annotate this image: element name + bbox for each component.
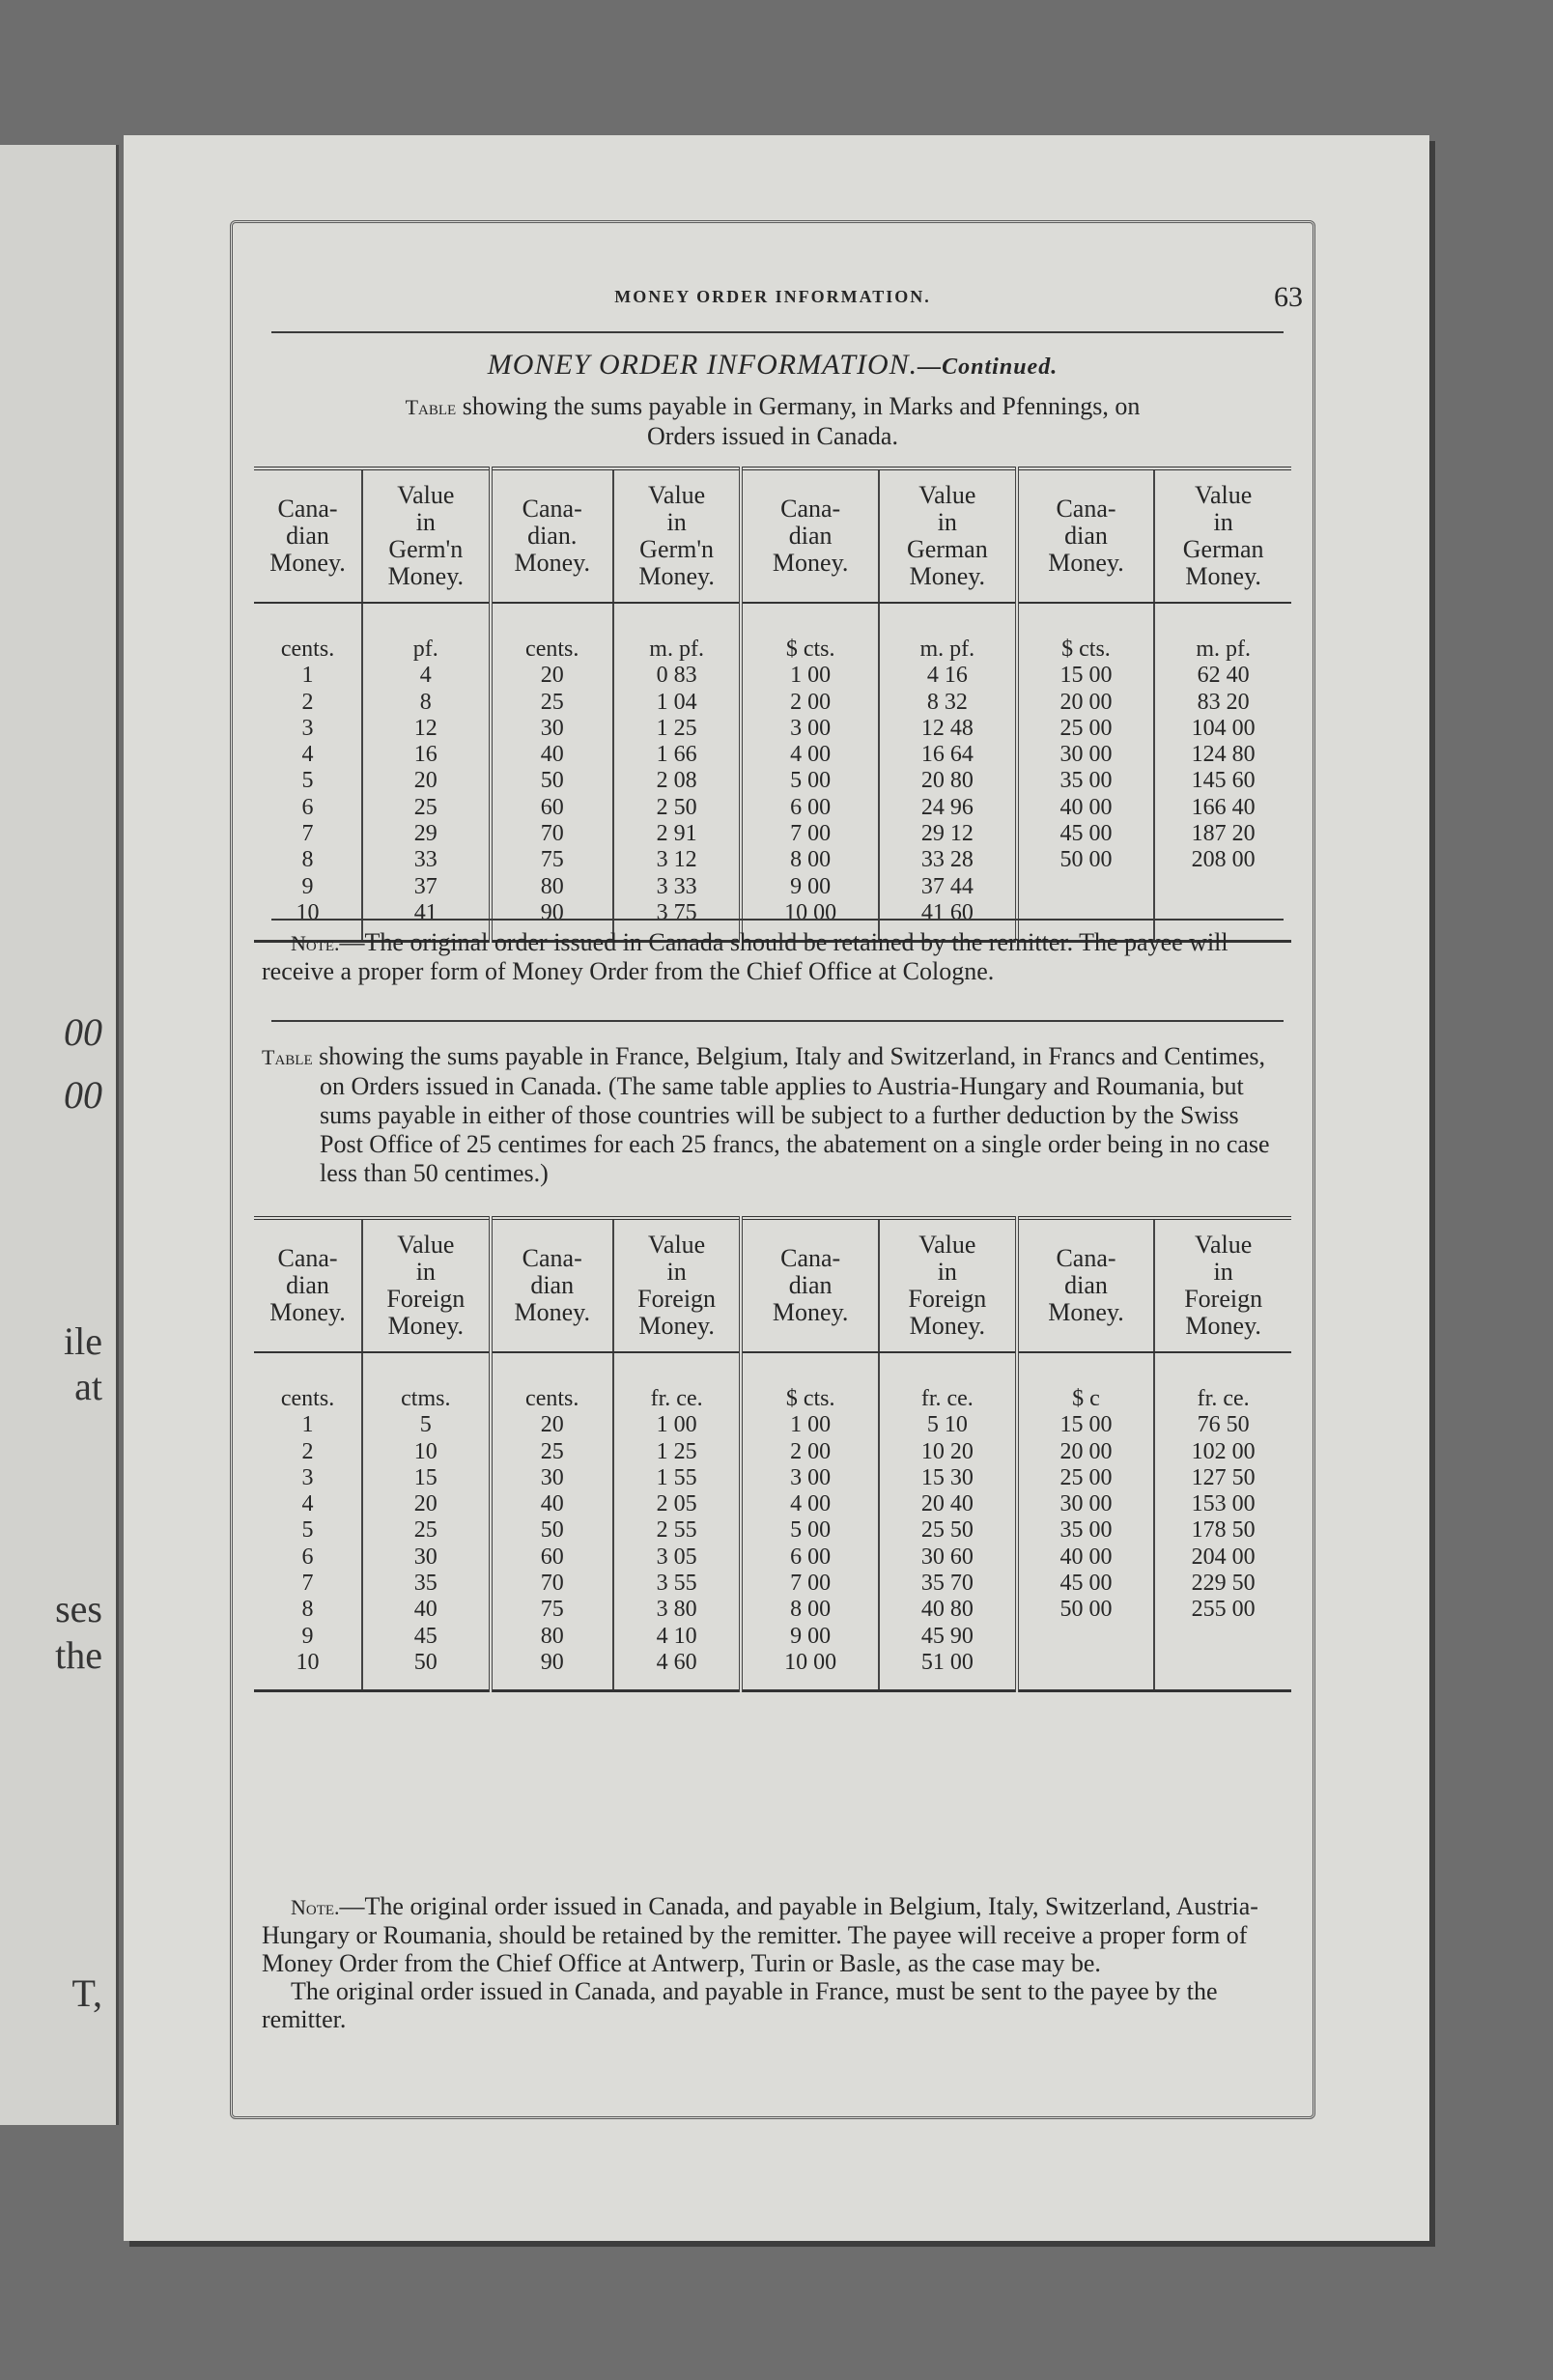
table-cell: 2 55 bbox=[656, 1517, 697, 1544]
table-cell: 7 00 bbox=[790, 1571, 832, 1597]
unit-label: cents. bbox=[280, 1386, 335, 1411]
table-cell: 8 32 bbox=[926, 689, 968, 715]
table-cell: 1 bbox=[301, 663, 314, 689]
column-header-line: in bbox=[937, 1258, 957, 1286]
table-cell: 9 bbox=[301, 1623, 314, 1649]
table-cell: 50 bbox=[540, 1517, 564, 1544]
section-title bbox=[233, 349, 1313, 382]
germany-note bbox=[262, 928, 1284, 985]
table-cell: 30 00 bbox=[1059, 742, 1113, 768]
table-cell: 4 bbox=[301, 1491, 314, 1517]
caption-lead: Table bbox=[262, 1045, 313, 1069]
column-header bbox=[879, 1218, 1017, 1352]
column-header-line: Value bbox=[648, 481, 706, 509]
table-cell: 41 bbox=[413, 899, 438, 925]
table-cell: 15 00 bbox=[1059, 1412, 1113, 1438]
table-cell: 30 00 bbox=[1059, 1491, 1113, 1517]
column-header bbox=[1017, 1218, 1155, 1352]
column-header-line: dian bbox=[286, 522, 329, 550]
table-column bbox=[1154, 1352, 1291, 1691]
table-cell: 7 00 bbox=[790, 821, 832, 847]
table-cell: 127 50 bbox=[1191, 1464, 1256, 1490]
table-cell: 25 00 bbox=[1059, 715, 1113, 741]
table-cell: 50 bbox=[413, 1649, 438, 1675]
table-cell: 5 10 bbox=[926, 1412, 968, 1438]
table-cell: 80 bbox=[540, 1623, 564, 1649]
table-cell: 124 80 bbox=[1191, 742, 1256, 768]
column-header-line: German bbox=[906, 535, 988, 563]
table-column bbox=[1154, 603, 1291, 942]
table-cell: 2 50 bbox=[656, 794, 697, 820]
table-cell: 3 bbox=[301, 1464, 314, 1490]
table-cell: 35 70 bbox=[920, 1571, 974, 1597]
table-cell: 2 bbox=[301, 689, 314, 715]
table-cell: 1 25 bbox=[656, 715, 697, 741]
unit-label: m. pf. bbox=[649, 637, 704, 662]
caption-line: Orders issued in Canada. bbox=[647, 422, 898, 450]
unit-label: m. pf. bbox=[919, 637, 975, 662]
table-cell: 40 80 bbox=[920, 1597, 974, 1623]
table-cell: 3 75 bbox=[656, 899, 697, 925]
column-header-line: dian bbox=[286, 1271, 329, 1299]
table-cell: 20 00 bbox=[1059, 689, 1113, 715]
column-header-line: Cana- bbox=[277, 495, 338, 523]
table-cell: 2 05 bbox=[656, 1491, 697, 1517]
column-header-line: Money. bbox=[909, 1312, 986, 1340]
table-cell: 37 bbox=[413, 873, 438, 899]
table-cell: 208 00 bbox=[1191, 847, 1256, 873]
table-column bbox=[491, 1352, 613, 1691]
table-cell: 145 60 bbox=[1191, 768, 1256, 794]
column-header-line: Cana- bbox=[1056, 495, 1116, 523]
unit-label: cents. bbox=[525, 637, 579, 662]
table-cell: 5 bbox=[419, 1412, 432, 1438]
table-cell: 0 83 bbox=[656, 663, 697, 689]
table-cell: 3 bbox=[301, 715, 314, 741]
table-cell: 6 00 bbox=[790, 1544, 832, 1570]
column-header-line: in bbox=[1213, 508, 1233, 536]
column-header-line: in bbox=[937, 508, 957, 536]
france-money-table bbox=[254, 1216, 1291, 1692]
table-body-row bbox=[254, 603, 1291, 942]
column-header-line: Money. bbox=[387, 1312, 465, 1340]
column-header-line: Money. bbox=[772, 549, 849, 577]
note-lead: Note. bbox=[291, 1895, 340, 1919]
unit-label: m. pf. bbox=[1196, 637, 1251, 662]
caption-lead: Table bbox=[405, 395, 457, 419]
table-cell: 10 00 bbox=[784, 899, 837, 925]
table-cell: 1 bbox=[301, 1412, 314, 1438]
column-header-line: Value bbox=[397, 1231, 455, 1259]
column-header-line: Cana- bbox=[522, 1244, 582, 1272]
table-column bbox=[254, 603, 362, 942]
column-header-line: Cana- bbox=[780, 495, 841, 523]
column-header-line: Value bbox=[397, 481, 455, 509]
table-cell: 1 55 bbox=[656, 1464, 697, 1490]
table-cell: 3 80 bbox=[656, 1597, 697, 1623]
column-header-line: Money. bbox=[1048, 1298, 1124, 1326]
note-text: —The original order issued in Canada should be retained by the remitter. The payee will receive a proper form of Money Order from the Chief Office at Cologne. bbox=[262, 928, 1228, 985]
table-cell: 4 bbox=[301, 742, 314, 768]
table-cell: 33 bbox=[413, 847, 438, 873]
table-cell: 25 bbox=[540, 1438, 564, 1464]
unit-label: fr. ce. bbox=[920, 1386, 974, 1411]
column-header-line: dian bbox=[788, 522, 833, 550]
table-cell: 1 00 bbox=[656, 1412, 697, 1438]
table-cell: 3 00 bbox=[790, 1464, 832, 1490]
table-cell: 3 00 bbox=[790, 715, 832, 741]
table-cell: 255 00 bbox=[1191, 1597, 1256, 1623]
table-column bbox=[362, 1352, 490, 1691]
table-cell: 35 00 bbox=[1059, 1517, 1113, 1544]
table-cell: 20 bbox=[413, 1491, 438, 1517]
table-cell: 10 00 bbox=[784, 1649, 837, 1675]
caption-text: showing the sums payable in France, Belgium, Italy and Switzerland, in Francs and Centimes, on Orders issued in Canada. (The same table applies to Austria-Hungary and Roumania, but sums payable in either of those countries will be subject to a further deduction by the Swiss Post Office of 25 centimes for each 25 francs, the abatement on a single order being in no case less than 50 centimes.) bbox=[319, 1042, 1270, 1187]
table-cell: 178 50 bbox=[1191, 1517, 1256, 1544]
table-cell: 40 bbox=[413, 1597, 438, 1623]
table-cell: 40 bbox=[540, 742, 564, 768]
table-cell: 20 bbox=[540, 1412, 564, 1438]
unit-label: $ cts. bbox=[1061, 637, 1111, 662]
table-cell: 29 12 bbox=[920, 821, 974, 847]
table-cell: 90 bbox=[540, 1649, 564, 1675]
column-header-line: Cana- bbox=[522, 495, 582, 523]
facing-page-fragment: the bbox=[55, 1633, 102, 1677]
table-cell: 51 00 bbox=[920, 1649, 974, 1675]
table-cell: 5 00 bbox=[790, 1517, 832, 1544]
table-cell: 20 40 bbox=[920, 1491, 974, 1517]
table-column bbox=[362, 603, 490, 942]
france-table-caption bbox=[262, 1042, 1284, 1188]
table-cell: 12 48 bbox=[920, 715, 974, 741]
table-cell: 6 bbox=[301, 794, 314, 820]
table-column bbox=[1017, 1352, 1155, 1691]
column-header bbox=[1017, 468, 1155, 603]
column-header bbox=[362, 1218, 490, 1352]
column-header-line: German bbox=[1182, 535, 1264, 563]
table-cell: 187 20 bbox=[1191, 821, 1256, 847]
table-cell: 9 00 bbox=[790, 1623, 832, 1649]
unit-label: fr. ce. bbox=[1197, 1386, 1250, 1411]
unit-label: cents. bbox=[280, 637, 335, 662]
book-page bbox=[124, 135, 1429, 2241]
table-cell: 62 40 bbox=[1197, 663, 1250, 689]
column-header-line: in bbox=[415, 1258, 436, 1286]
table-cell: 5 bbox=[301, 1517, 314, 1544]
column-header-line: Money. bbox=[909, 562, 986, 590]
table-cell: 75 bbox=[540, 1597, 564, 1623]
note-text-2: The original order issued in Canada, and payable in France, must be sent to the payee by the remitter. bbox=[262, 1977, 1218, 2033]
table-cell: 2 91 bbox=[656, 821, 697, 847]
column-header-line: Value bbox=[918, 481, 976, 509]
column-header-line: Cana- bbox=[1056, 1244, 1116, 1272]
table-header-row bbox=[254, 1218, 1291, 1352]
column-header-line: Value bbox=[1195, 481, 1253, 509]
column-header-line: Foreign bbox=[637, 1285, 717, 1313]
table-cell: 8 00 bbox=[790, 1597, 832, 1623]
column-header bbox=[613, 1218, 741, 1352]
table-cell: 4 10 bbox=[656, 1623, 697, 1649]
table-cell: 8 bbox=[301, 1597, 314, 1623]
table-header-row bbox=[254, 468, 1291, 603]
column-header-line: Money. bbox=[772, 1298, 849, 1326]
facing-page-fragment: 00 bbox=[64, 1010, 102, 1054]
column-header-line: Money. bbox=[387, 562, 465, 590]
page-number: 63 bbox=[1274, 281, 1303, 313]
head-rule bbox=[271, 331, 1284, 333]
table-column bbox=[254, 1352, 362, 1691]
table-cell: 2 00 bbox=[790, 689, 832, 715]
facing-page-edge bbox=[0, 145, 119, 2125]
table-cell: 204 00 bbox=[1191, 1544, 1256, 1570]
unit-label: fr. ce. bbox=[650, 1386, 703, 1411]
table-cell: 60 bbox=[540, 1544, 564, 1570]
table-cell: 70 bbox=[540, 821, 564, 847]
table-cell: 5 00 bbox=[790, 768, 832, 794]
table-cell: 1 00 bbox=[790, 1412, 832, 1438]
table-cell: 40 bbox=[540, 1491, 564, 1517]
table-cell: 30 60 bbox=[920, 1544, 974, 1570]
table-cell: 25 bbox=[413, 794, 438, 820]
column-header-line: Money. bbox=[514, 549, 590, 577]
column-header-line: Money. bbox=[638, 1312, 715, 1340]
column-header bbox=[741, 1218, 879, 1352]
column-header bbox=[1154, 1218, 1291, 1352]
table-cell: 4 16 bbox=[926, 663, 968, 689]
table-cell: 30 bbox=[540, 1464, 564, 1490]
table-cell: 20 80 bbox=[920, 768, 974, 794]
table-cell: 166 40 bbox=[1191, 794, 1256, 820]
table-cell: 20 bbox=[413, 768, 438, 794]
germany-money-table bbox=[254, 467, 1291, 943]
table-cell: 45 90 bbox=[920, 1623, 974, 1649]
table-cell: 1 66 bbox=[656, 742, 697, 768]
table-cell: 25 00 bbox=[1059, 1464, 1113, 1490]
note-text: —The original order issued in Canada, and payable in Belgium, Italy, Switzerland, Austria-Hungary or Roumania, should be retained by the remitter. The payee will receive a proper form of Money Order from the Chief Office at Antwerp, Turin or Basle, as the case may be. bbox=[262, 1892, 1258, 1977]
table-cell: 2 bbox=[301, 1438, 314, 1464]
table-cell: 90 bbox=[540, 899, 564, 925]
table-cell: 8 bbox=[301, 847, 314, 873]
table-cell: 12 bbox=[413, 715, 438, 741]
table-cell: 1 25 bbox=[656, 1438, 697, 1464]
table-cell: 1 04 bbox=[656, 689, 697, 715]
section-title-text: MONEY ORDER INFORMATION. bbox=[487, 349, 918, 381]
table-cell: 104 00 bbox=[1191, 715, 1256, 741]
unit-label: cents. bbox=[525, 1386, 579, 1411]
unit-label: pf. bbox=[412, 637, 438, 662]
facing-page-fragment: at bbox=[74, 1365, 102, 1408]
table-cell: 10 bbox=[296, 1649, 320, 1675]
column-header-line: Germ'n bbox=[639, 535, 715, 563]
table-cell: 3 12 bbox=[656, 847, 697, 873]
note-lead: Note. bbox=[291, 931, 340, 955]
table-cell: 4 bbox=[419, 663, 432, 689]
table-cell: 15 30 bbox=[920, 1464, 974, 1490]
column-header-line: Money. bbox=[269, 549, 346, 577]
column-header bbox=[491, 468, 613, 603]
column-header-line: in bbox=[1213, 1258, 1233, 1286]
column-header-line: Value bbox=[648, 1231, 706, 1259]
section-continued: —Continued. bbox=[918, 354, 1059, 380]
column-header-line: dian bbox=[530, 1271, 575, 1299]
table-cell: 75 bbox=[540, 847, 564, 873]
table-cell: 16 64 bbox=[920, 742, 974, 768]
unit-label: $ cts. bbox=[785, 1386, 835, 1411]
section-rule bbox=[271, 1020, 1284, 1022]
table-cell: 4 00 bbox=[790, 1491, 832, 1517]
table-cell: 35 00 bbox=[1059, 768, 1113, 794]
table-cell: 10 20 bbox=[920, 1438, 974, 1464]
column-header-line: Cana- bbox=[780, 1244, 841, 1272]
table-cell: 9 00 bbox=[790, 873, 832, 899]
column-header-line: Cana- bbox=[277, 1244, 338, 1272]
table-cell: 153 00 bbox=[1191, 1491, 1256, 1517]
note-rule bbox=[271, 919, 1284, 921]
table-cell: 80 bbox=[540, 873, 564, 899]
column-header-line: dian bbox=[788, 1271, 833, 1299]
column-header bbox=[254, 468, 362, 603]
table-cell: 76 50 bbox=[1197, 1412, 1250, 1438]
column-header bbox=[879, 468, 1017, 603]
facing-page-fragment: 00 bbox=[64, 1073, 102, 1117]
column-header-line: Money. bbox=[1185, 562, 1261, 590]
table-cell: 30 bbox=[413, 1544, 438, 1570]
table-column bbox=[613, 603, 741, 942]
table-cell: 4 00 bbox=[790, 742, 832, 768]
table-cell: 50 bbox=[540, 768, 564, 794]
table-cell: 30 bbox=[540, 715, 564, 741]
table-cell: 60 bbox=[540, 794, 564, 820]
table-cell: 8 bbox=[419, 689, 432, 715]
caption-line: showing the sums payable in Germany, in Marks and Pfennings, on bbox=[462, 392, 1141, 420]
column-header-line: in bbox=[415, 508, 436, 536]
table-column bbox=[613, 1352, 741, 1691]
table-cell: 10 bbox=[413, 1438, 438, 1464]
column-header-line: in bbox=[666, 1258, 687, 1286]
table-cell: 20 bbox=[540, 663, 564, 689]
table-cell: 25 bbox=[413, 1517, 438, 1544]
table-cell: 3 55 bbox=[656, 1571, 697, 1597]
table-cell: 9 bbox=[301, 873, 314, 899]
running-title: MONEY ORDER INFORMATION. bbox=[614, 287, 931, 306]
table-cell: 6 bbox=[301, 1544, 314, 1570]
column-header bbox=[1154, 468, 1291, 603]
unit-label: $ c bbox=[1072, 1386, 1100, 1411]
column-header-line: Money. bbox=[514, 1298, 590, 1326]
table-cell: 45 00 bbox=[1059, 1571, 1113, 1597]
column-header bbox=[741, 468, 879, 603]
table-cell: 20 00 bbox=[1059, 1438, 1113, 1464]
running-head bbox=[233, 281, 1313, 320]
table-cell: 5 bbox=[301, 768, 314, 794]
column-header-line: dian. bbox=[527, 522, 578, 550]
column-header-line: Money. bbox=[269, 1298, 346, 1326]
unit-label: ctms. bbox=[401, 1386, 451, 1411]
table-cell: 15 00 bbox=[1059, 663, 1113, 689]
table-cell: 83 20 bbox=[1197, 689, 1250, 715]
table-cell: 40 00 bbox=[1059, 794, 1113, 820]
germany-table-caption bbox=[262, 392, 1284, 451]
table-cell: 24 96 bbox=[920, 794, 974, 820]
table-column bbox=[879, 1352, 1017, 1691]
unit-label: $ cts. bbox=[785, 637, 835, 662]
table-cell: 45 00 bbox=[1059, 821, 1113, 847]
table-column bbox=[741, 603, 879, 942]
table-cell: 10 bbox=[296, 899, 320, 925]
column-header bbox=[613, 468, 741, 603]
table-cell: 4 60 bbox=[656, 1649, 697, 1675]
table-cell: 25 bbox=[540, 689, 564, 715]
table-cell: 50 00 bbox=[1059, 847, 1113, 873]
table-column bbox=[1017, 603, 1155, 942]
table-cell: 40 00 bbox=[1059, 1544, 1113, 1570]
table-cell: 35 bbox=[413, 1571, 438, 1597]
facing-page-fragment: T, bbox=[71, 1971, 102, 2015]
table-cell: 8 00 bbox=[790, 847, 832, 873]
column-header-line: Foreign bbox=[1184, 1285, 1263, 1313]
table-cell: 16 bbox=[413, 742, 438, 768]
table-cell: 6 00 bbox=[790, 794, 832, 820]
column-header-line: Money. bbox=[1048, 549, 1124, 577]
table-cell: 45 bbox=[413, 1623, 438, 1649]
france-note bbox=[262, 1892, 1284, 2033]
table-column bbox=[491, 603, 613, 942]
table-cell: 3 33 bbox=[656, 873, 697, 899]
table-column bbox=[879, 603, 1017, 942]
column-header-line: dian bbox=[1064, 1271, 1108, 1299]
facing-page-fragment: ile bbox=[64, 1319, 102, 1363]
table-cell: 102 00 bbox=[1191, 1438, 1256, 1464]
table-cell: 15 bbox=[413, 1464, 438, 1490]
column-header-line: Money. bbox=[1185, 1312, 1261, 1340]
column-header bbox=[362, 468, 490, 603]
column-header-line: Value bbox=[918, 1231, 976, 1259]
page-border-frame bbox=[230, 220, 1315, 2119]
table-cell: 50 00 bbox=[1059, 1597, 1113, 1623]
table-cell: 7 bbox=[301, 821, 314, 847]
table-cell: 7 bbox=[301, 1571, 314, 1597]
column-header-line: Foreign bbox=[908, 1285, 987, 1313]
table-column bbox=[741, 1352, 879, 1691]
table-cell: 1 00 bbox=[790, 663, 832, 689]
column-header-line: in bbox=[666, 508, 687, 536]
table-cell: 3 05 bbox=[656, 1544, 697, 1570]
column-header bbox=[254, 1218, 362, 1352]
column-header bbox=[491, 1218, 613, 1352]
column-header-line: Germ'n bbox=[388, 535, 464, 563]
column-header-line: Money. bbox=[638, 562, 715, 590]
table-cell: 41 60 bbox=[920, 899, 974, 925]
column-header-line: dian bbox=[1064, 522, 1108, 550]
table-cell: 33 28 bbox=[920, 847, 974, 873]
table-cell: 37 44 bbox=[920, 873, 974, 899]
table-cell: 29 bbox=[413, 821, 438, 847]
table-cell: 2 08 bbox=[656, 768, 697, 794]
column-header-line: Foreign bbox=[386, 1285, 466, 1313]
table-cell: 25 50 bbox=[920, 1517, 974, 1544]
column-header-line: Value bbox=[1195, 1231, 1253, 1259]
table-cell: 2 00 bbox=[790, 1438, 832, 1464]
table-cell: 229 50 bbox=[1191, 1571, 1256, 1597]
facing-page-fragment: ses bbox=[55, 1587, 102, 1630]
table-body-row bbox=[254, 1352, 1291, 1691]
table-cell: 70 bbox=[540, 1571, 564, 1597]
